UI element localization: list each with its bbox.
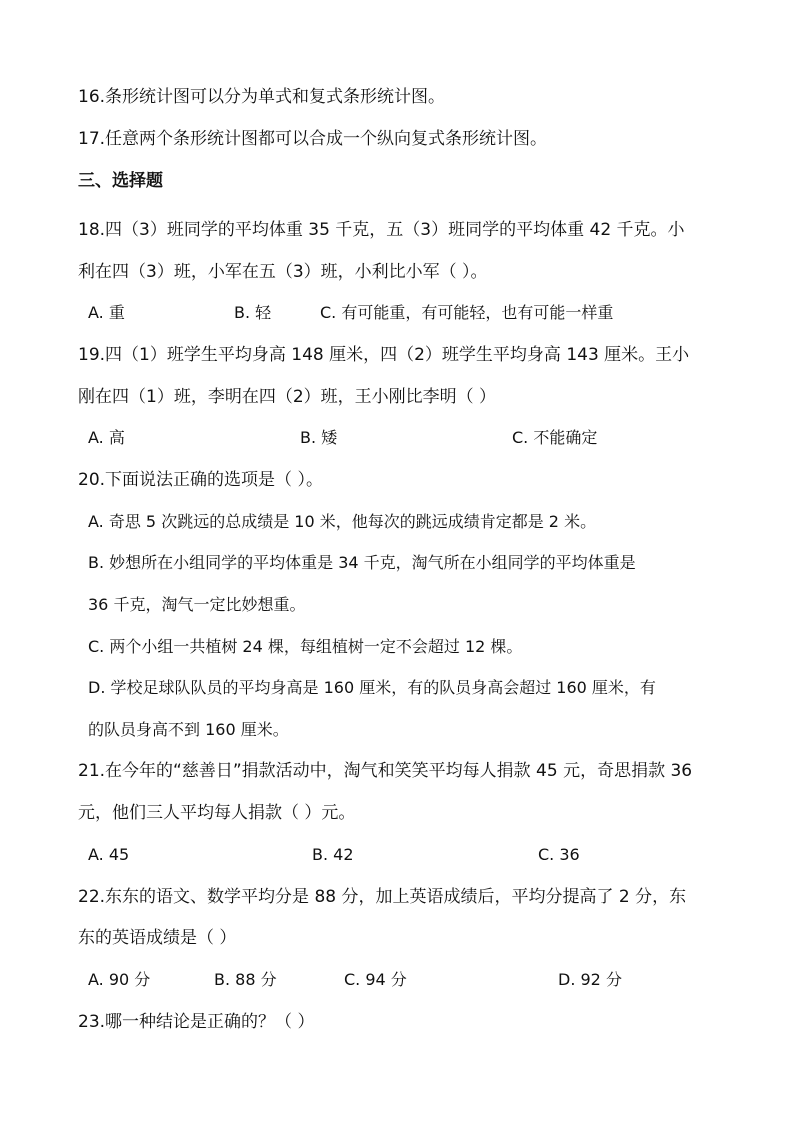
question-18-option-b: B. 轻: [234, 303, 272, 322]
question-19-option-a: A. 高: [88, 428, 125, 447]
question-21-option-b: B. 42: [312, 845, 354, 864]
section-heading-choice: 三、选择题: [78, 171, 163, 191]
question-22-option-a: A. 90 分: [88, 970, 151, 989]
question-23: 23.哪一种结论是正确的？（ ）: [78, 1012, 315, 1032]
question-20-option-d-line-1: D. 学校足球队队员的平均身高是 160 厘米，有的队员身高会超过 160 厘米，有: [88, 678, 656, 697]
question-22-option-d: D. 92 分: [558, 970, 622, 989]
question-18-option-c: C. 有可能重，有可能轻，也有可能一样重: [320, 303, 614, 322]
question-22-option-c: C. 94 分: [344, 970, 407, 989]
question-19-line-2: 刚在四（1）班，李明在四（2）班，王小刚比李明（ ）: [78, 387, 497, 407]
question-20-option-b-line-2: 36 千克，淘气一定比妙想重。: [88, 595, 306, 614]
question-21-line-2: 元，他们三人平均每人捐款（ ）元。: [78, 803, 356, 823]
question-18-line-2: 利在四（3）班，小军在五（3）班，小利比小军（ ）。: [78, 262, 488, 282]
question-20-option-c: C. 两个小组一共植树 24 棵，每组植树一定不会超过 12 棵。: [88, 637, 523, 656]
question-19-option-b: B. 矮: [300, 428, 338, 447]
question-22-option-b: B. 88 分: [214, 970, 277, 989]
question-22-line-2: 东的英语成绩是（ ）: [78, 928, 237, 948]
question-20-option-d-line-2: 的队员身高不到 160 厘米。: [88, 720, 289, 739]
question-22-line-1: 22.东东的语文、数学平均分是 88 分，加上英语成绩后，平均分提高了 2 分，东: [78, 887, 687, 907]
question-20-option-b-line-1: B. 妙想所在小组同学的平均体重是 34 千克，淘气所在小组同学的平均体重是: [88, 553, 636, 572]
question-21-line-1: 21.在今年的“慈善日”捐款活动中，淘气和笑笑平均每人捐款 45 元，奇思捐款 36: [78, 761, 693, 781]
question-19-line-1: 19.四（1）班学生平均身高 148 厘米，四（2）班学生平均身高 143 厘米。王小: [78, 345, 690, 365]
question-16: 16.条形统计图可以分为单式和复式条形统计图。: [78, 87, 446, 107]
question-18-option-a: A. 重: [88, 303, 125, 322]
question-17: 17.任意两个条形统计图都可以合成一个纵向复式条形统计图。: [78, 129, 548, 149]
question-21-option-a: A. 45: [88, 845, 130, 864]
question-21-option-c: C. 36: [538, 845, 580, 864]
question-20-option-a: A. 奇思 5 次跳远的总成绩是 10 米，他每次的跳远成绩肯定都是 2 米。: [88, 512, 597, 531]
question-19-option-c: C. 不能确定: [512, 428, 598, 447]
question-18-line-1: 18.四（3）班同学的平均体重 35 千克，五（3）班同学的平均体重 42 千克。小: [78, 220, 685, 240]
question-20: 20.下面说法正确的选项是（ ）。: [78, 470, 323, 490]
